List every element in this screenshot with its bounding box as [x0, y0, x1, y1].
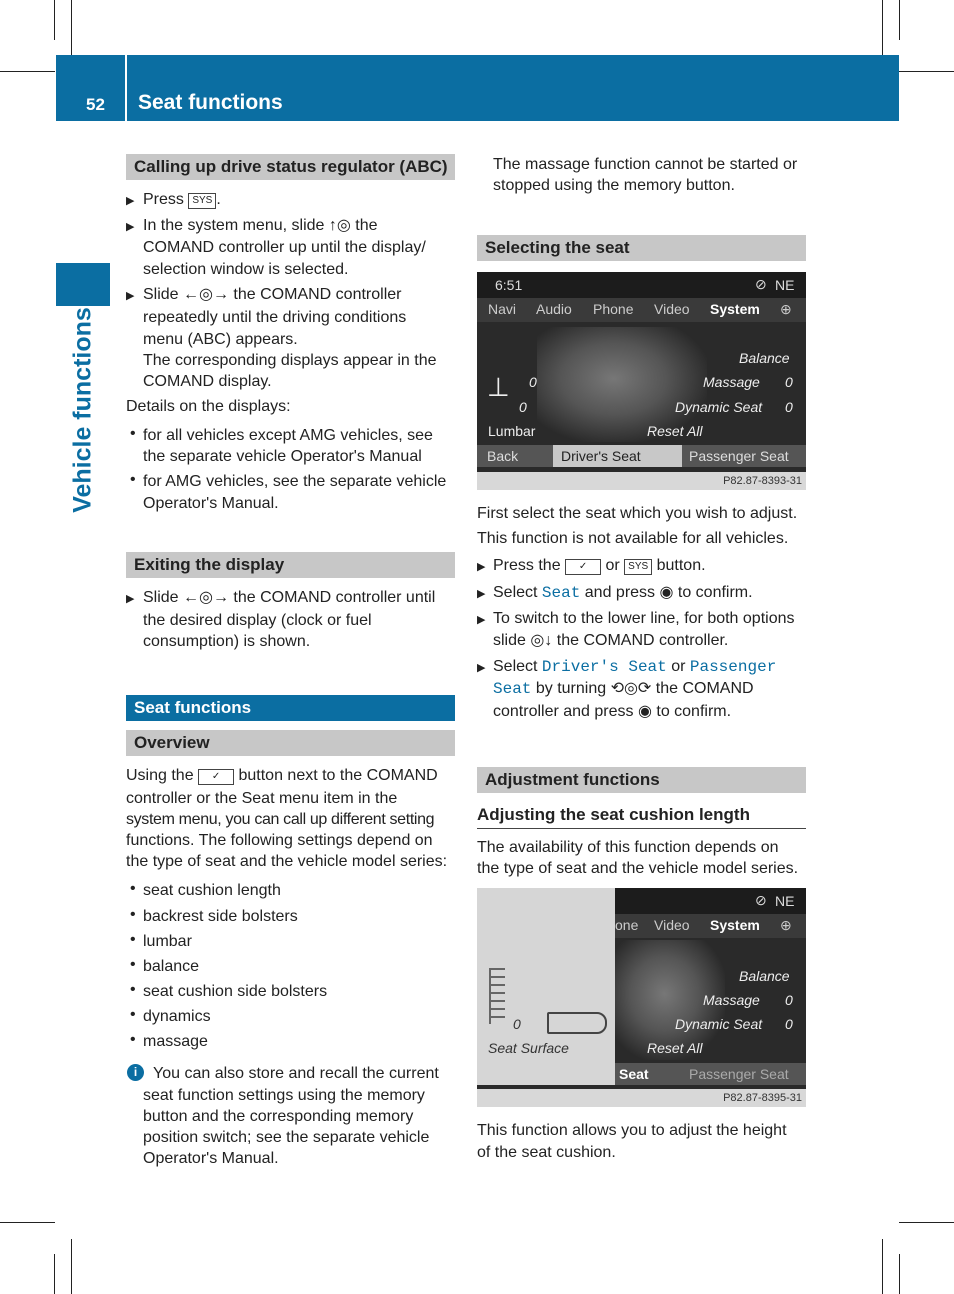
- subheading-cushion-length: Adjusting the seat cushion length: [477, 805, 806, 829]
- text: Select: [493, 658, 542, 675]
- text: or: [601, 557, 625, 574]
- figure-code: P82.87-8395-31: [477, 1089, 806, 1107]
- screen-value: 0: [785, 399, 793, 415]
- text: .: [216, 191, 221, 208]
- text: Press: [143, 191, 189, 208]
- list-item: seat cushion length: [143, 882, 281, 899]
- abc-step-2-line: COMAND controller up until the display/: [143, 239, 426, 256]
- select-step-4: [493, 656, 776, 679]
- screen-value: 0: [785, 1016, 793, 1032]
- bullet: •: [130, 880, 136, 897]
- system-menu-bar: [477, 298, 806, 322]
- exit-line: the desired display (clock or fuel: [143, 612, 372, 629]
- select-step-2: [493, 582, 753, 605]
- menu-item: Video: [654, 917, 690, 933]
- text: Select: [493, 584, 542, 601]
- screen-bottom-bar: [477, 445, 806, 467]
- bullet: •: [130, 981, 136, 998]
- menu-code: Seat: [493, 680, 532, 698]
- abc-step-3-line: Slide ←◎→ the COMAND controller: [143, 286, 402, 303]
- screen-label: Massage: [703, 992, 760, 1008]
- info-line: position switch; see the separate vehicle: [143, 1129, 430, 1146]
- text: or: [666, 658, 690, 675]
- bullet: •: [130, 1006, 136, 1023]
- bullet-line: for AMG vehicles, see the separate vehicle: [143, 473, 447, 490]
- crop-mark: [54, 1254, 55, 1294]
- step-arrow-icon: ▶: [477, 588, 486, 600]
- system-menu-bar: [615, 914, 806, 938]
- heading-adjustment: Adjustment functions: [477, 767, 806, 793]
- bullet: •: [130, 1031, 136, 1048]
- step-arrow-icon: ▶: [477, 561, 486, 573]
- side-section-label: Vehicle functions: [68, 307, 97, 513]
- exit-line: consumption) is shown.: [143, 633, 311, 650]
- menu-item: Video: [654, 301, 690, 317]
- screen-label: Balance: [739, 968, 790, 984]
- screen-label: Lumbar: [488, 423, 536, 439]
- side-tab: [56, 263, 110, 306]
- compass-icon: ⊘: [755, 892, 767, 908]
- list-item: balance: [143, 958, 200, 975]
- screen-value: 0: [529, 374, 537, 390]
- crop-mark: [899, 71, 954, 72]
- screen-label: Dynamic Seat: [675, 399, 763, 415]
- menu-item: one: [615, 917, 639, 933]
- menu-code: Driver's Seat: [541, 658, 667, 676]
- list-item: dynamics: [143, 1008, 211, 1025]
- figure-code: P82.87-8393-31: [477, 472, 806, 490]
- text: Press the: [493, 557, 566, 574]
- text: by turning ⟲◎⟳ the COMAND: [531, 680, 754, 697]
- status-bar: [477, 272, 806, 298]
- page-title: Seat functions: [138, 91, 283, 114]
- abc-step-3-line: menu (ABC) appears.: [143, 331, 298, 348]
- abc-step-2-line: selection window is selected.: [143, 261, 349, 278]
- seat-cushion-icon: [547, 1012, 607, 1034]
- crop-mark: [882, 0, 883, 55]
- list-item: lumbar: [143, 933, 192, 950]
- list-item: backrest side bolsters: [143, 908, 298, 925]
- step-arrow-icon: ▶: [477, 614, 486, 626]
- menu-item-active: System: [710, 917, 760, 933]
- abc-step-1: [143, 189, 221, 211]
- screen-label: Seat Surface: [488, 1040, 569, 1056]
- text: button next to the COMAND: [234, 767, 438, 784]
- text: button.: [652, 557, 706, 574]
- comand-screen-2: [477, 888, 806, 1107]
- info-line: button and the corresponding memory: [143, 1108, 414, 1125]
- exit-line: Slide ←◎→ the COMAND controller until: [143, 589, 436, 606]
- select-step-1: [493, 555, 706, 577]
- bullet: •: [130, 931, 136, 948]
- list-item: seat cushion side bolsters: [143, 983, 328, 1000]
- text: and press ◉ to confirm.: [580, 584, 753, 601]
- heading-exit: Exiting the display: [126, 552, 455, 578]
- clock: 6:51: [495, 277, 523, 293]
- seat-button-icon: ✓: [198, 769, 234, 785]
- sys-button-icon: SYS: [188, 193, 216, 209]
- comand-screen-1: [477, 272, 806, 490]
- bottom-item: Passenger Seat: [689, 448, 789, 464]
- globe-icon: ⊕: [780, 917, 792, 933]
- screen-label: Reset All: [647, 423, 703, 439]
- status-bar: [615, 888, 806, 914]
- bullet: •: [130, 471, 136, 488]
- massage-note: The massage function cannot be started or: [493, 156, 798, 173]
- step-arrow-icon: ▶: [126, 195, 135, 207]
- header-divider: [125, 55, 127, 121]
- crop-mark: [882, 1239, 883, 1294]
- bullet: •: [130, 956, 136, 973]
- abc-step-3-line: The corresponding displays appear in the: [143, 352, 437, 369]
- function-text: This function allows you to adjust the height: [477, 1122, 787, 1139]
- bottom-item: Back: [487, 448, 519, 464]
- bullet-line: for all vehicles except AMG vehicles, see: [143, 427, 433, 444]
- select-text: This function is not available for all vehicles.: [477, 530, 789, 547]
- info-line: Operator's Manual.: [143, 1150, 279, 1167]
- list-item: massage: [143, 1033, 208, 1050]
- cushion-text: The availability of this function depends on: [477, 839, 779, 856]
- crop-mark: [899, 0, 900, 40]
- cushion-text: the type of seat and the vehicle model series.: [477, 860, 799, 877]
- info-icon: i: [127, 1064, 144, 1081]
- step-arrow-icon: ▶: [126, 593, 135, 605]
- bullet-line: Operator's Manual.: [143, 495, 279, 512]
- text: Using the: [126, 767, 199, 784]
- compass-icon: ⊘: [755, 276, 767, 292]
- overview-line: controller or the Seat menu item in the: [126, 790, 398, 807]
- menu-item: Phone: [593, 301, 634, 317]
- heading-select-seat: Selecting the seat: [477, 235, 806, 261]
- screen-value: 0: [513, 1016, 521, 1032]
- crop-mark: [0, 1222, 55, 1223]
- globe-icon: ⊕: [780, 301, 792, 317]
- details-label: Details on the displays:: [126, 398, 291, 415]
- screen-label: Massage: [703, 374, 760, 390]
- seat-button-icon: ✓: [565, 559, 601, 575]
- menu-item: Audio: [536, 301, 572, 317]
- abc-step-2-line: In the system menu, slide ↑◎ the: [143, 217, 378, 234]
- screen-value: 0: [785, 992, 793, 1008]
- crop-mark: [71, 0, 72, 55]
- menu-item-active: System: [710, 301, 760, 317]
- massage-note: stopped using the memory button.: [493, 177, 735, 194]
- crop-mark: [0, 71, 55, 72]
- bullet: •: [130, 906, 136, 923]
- page-number: 52: [86, 95, 105, 114]
- select-text: First select the seat which you wish to adjust.: [477, 505, 798, 522]
- screen-label: Balance: [739, 350, 790, 366]
- select-step-3: To switch to the lower line, for both options: [493, 610, 795, 627]
- page-header: [56, 55, 899, 121]
- select-step-4: [493, 678, 754, 701]
- overview-line: the type of seat and the vehicle model series:: [126, 853, 448, 870]
- menu-code: Passenger: [689, 658, 777, 676]
- crop-mark: [899, 1222, 954, 1223]
- bottom-item-active: Seat: [619, 1066, 649, 1082]
- step-arrow-icon: ▶: [126, 221, 135, 233]
- select-step-4: controller and press ◉ to confirm.: [493, 703, 732, 720]
- crop-mark: [71, 1239, 72, 1294]
- select-step-3: slide ◎↓ the COMAND controller.: [493, 632, 729, 649]
- abc-step-3-line: repeatedly until the driving conditions: [143, 309, 407, 326]
- info-line: seat function settings using the memory: [143, 1087, 425, 1104]
- overview-line: system menu, you can call up different setting: [126, 811, 435, 828]
- compass-label: NE: [775, 893, 795, 909]
- step-arrow-icon: ▶: [126, 290, 135, 302]
- bottom-item: Passenger Seat: [689, 1066, 789, 1082]
- screen-value: 0: [519, 399, 527, 415]
- info-line: You can also store and recall the current: [153, 1065, 439, 1082]
- bottom-item-active: Driver's Seat: [553, 445, 682, 467]
- heading-abc: Calling up drive status regulator (ABC): [126, 154, 455, 180]
- heading-seat-functions: Seat functions: [126, 695, 455, 721]
- function-text: of the seat cushion.: [477, 1144, 616, 1161]
- overview-line: [126, 765, 438, 787]
- compass-label: NE: [775, 277, 795, 293]
- screen-label: Dynamic Seat: [675, 1016, 763, 1032]
- bullet-line: the separate vehicle Operator's Manual: [143, 448, 422, 465]
- screen-value: 0: [785, 374, 793, 390]
- menu-code: Seat: [541, 584, 581, 602]
- crop-mark: [54, 0, 55, 40]
- crop-mark: [899, 1254, 900, 1294]
- lumbar-icon: ⊥: [487, 372, 510, 402]
- bullet: •: [130, 425, 136, 442]
- sys-button-icon: SYS: [624, 559, 652, 575]
- abc-step-3-line: COMAND display.: [143, 373, 272, 390]
- overview-line: functions. The following settings depend on: [126, 832, 433, 849]
- step-arrow-icon: ▶: [477, 662, 486, 674]
- heading-overview: Overview: [126, 730, 455, 756]
- screen-label: Reset All: [647, 1040, 703, 1056]
- slider-scale-icon: [489, 968, 505, 1024]
- menu-item: Navi: [488, 301, 517, 317]
- screen-bottom-bar: [615, 1063, 806, 1085]
